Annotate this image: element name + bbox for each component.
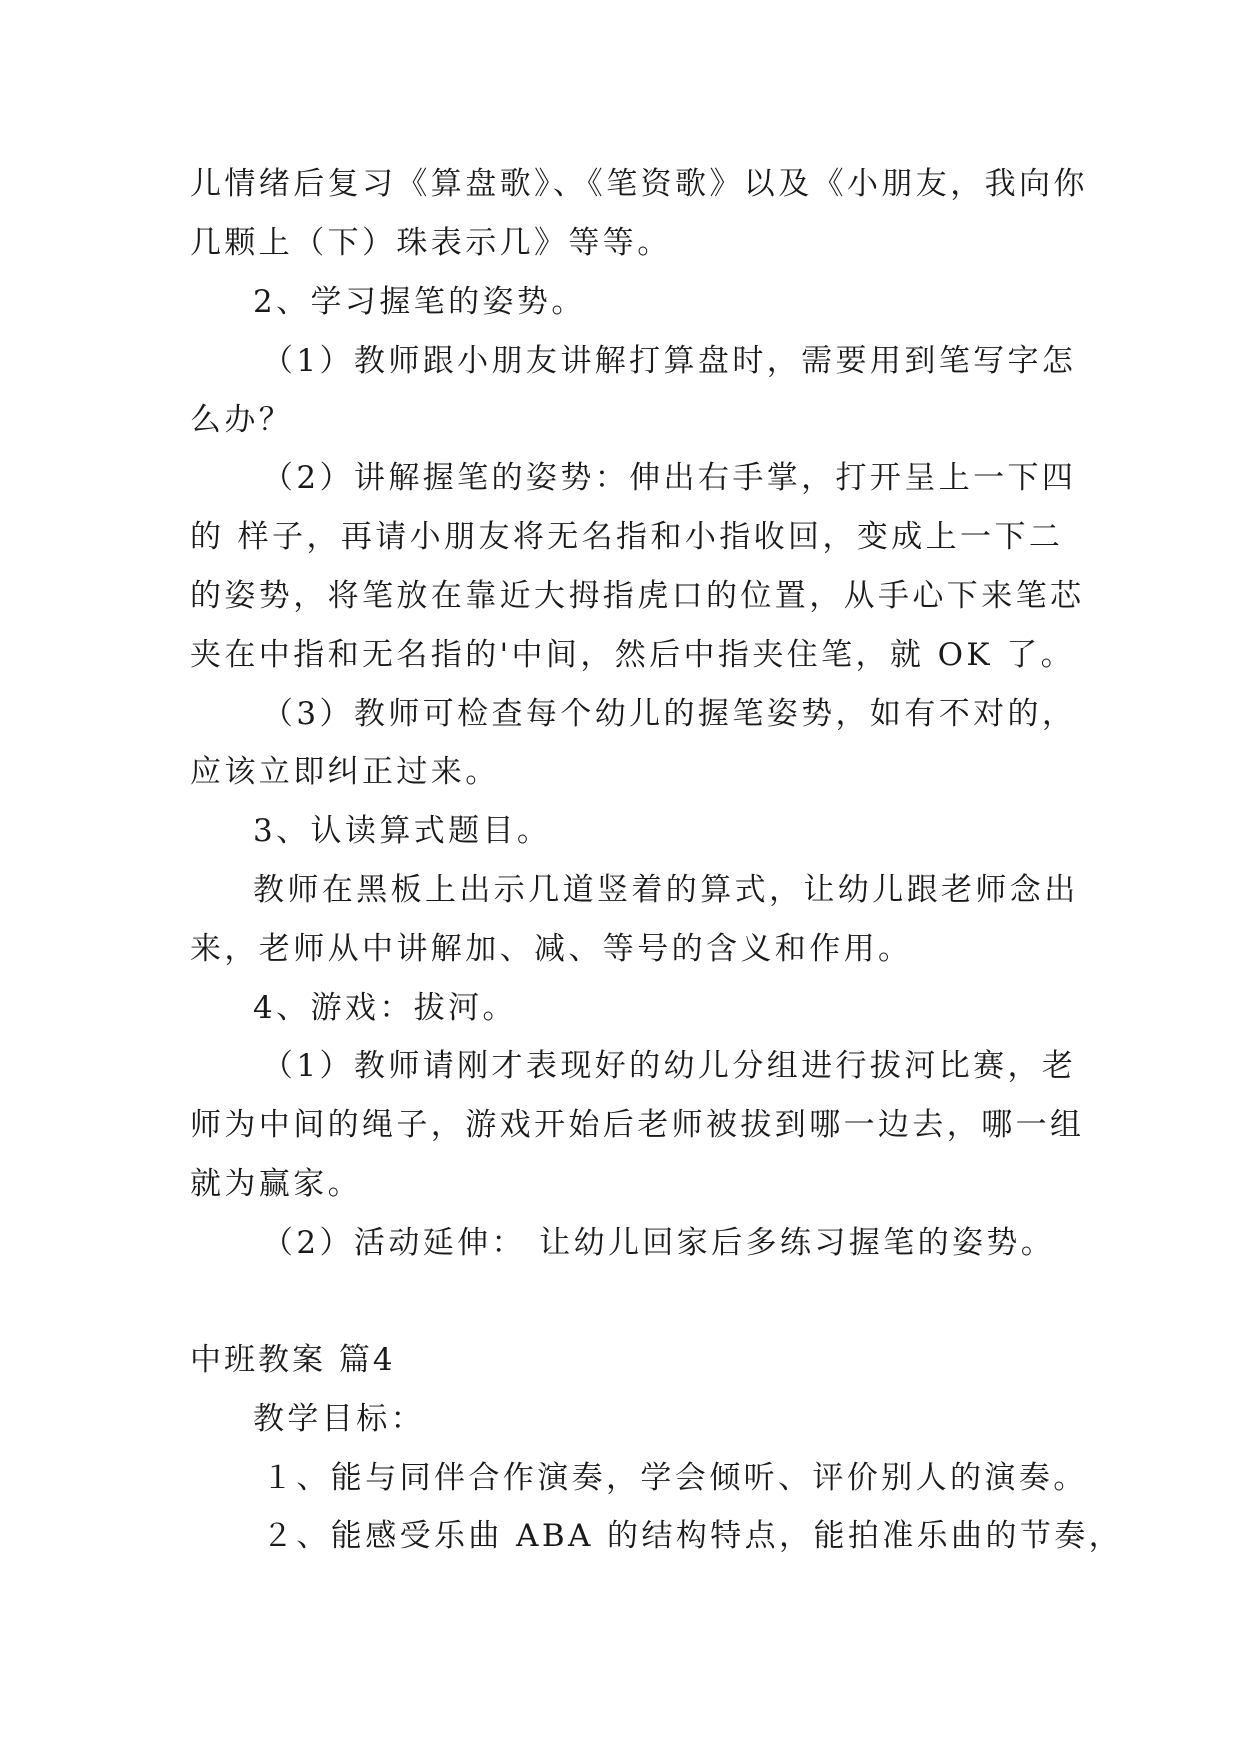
paragraph-line: （3）教师可检查每个幼儿的握笔姿势，如有不对的， [262, 696, 1077, 732]
paragraph-line: 儿情绪后复习《算盘歌》、《笔资歌》以及《小朋友，我向你 [190, 166, 1088, 202]
paragraph-line: 来，老师从中讲解加、减、等号的含义和作用。 [190, 931, 913, 967]
list-item: ２、能感受乐曲 ABA 的结构特点，能拍准乐曲的节奏， [262, 1518, 1124, 1554]
paragraph-line: 几颗上（下）珠表示几》等等。 [190, 225, 672, 261]
step-heading: 3、认读算式题目。 [253, 813, 552, 849]
paragraph-line: （1）教师跟小朋友讲解打算盘时，需要用到笔写字怎 [262, 343, 1077, 379]
paragraph-line: 的姿势，将笔放在靠近大拇指虎口的位置，从手心下来笔芯 [190, 578, 1085, 614]
paragraph-line: 师为中间的绳子，游戏开始后老师被拔到哪一边去，哪一组 [190, 1107, 1085, 1143]
paragraph-line: （1）教师请刚才表现好的幼儿分组进行拔河比赛，老 [262, 1048, 1077, 1084]
paragraph-line: 的 样子，再请小朋友将无名指和小指收回，变成上一下二 [190, 519, 1064, 555]
paragraph-line: 教师在黑板上出示几道竖着的算式，让幼儿跟老师念出 [253, 872, 1079, 908]
subsection-heading: 教学目标： [253, 1401, 425, 1437]
paragraph-line: 应该立即纠正过来。 [190, 754, 500, 790]
list-item: １、能与同伴合作演奏，学会倾听、评价别人的演奏。 [262, 1460, 1088, 1496]
paragraph-line: 么办？ [190, 402, 294, 438]
section-heading: 中班教案 篇4 [190, 1342, 396, 1378]
paragraph-line: 夹在中指和无名指的'中间，然后中指夹住笔，就 OK 了。 [190, 637, 1076, 673]
paragraph-line: （2）讲解握笔的姿势：伸出右手掌，打开呈上一下四 [262, 460, 1077, 496]
step-heading: 4、游戏：拔河。 [253, 990, 517, 1026]
paragraph-line: 就为赢家。 [190, 1166, 362, 1202]
step-heading: 2、学习握笔的姿势。 [253, 284, 586, 320]
paragraph-line: （2）活动延伸： 让幼儿回家后多练习握笔的姿势。 [262, 1225, 1056, 1261]
